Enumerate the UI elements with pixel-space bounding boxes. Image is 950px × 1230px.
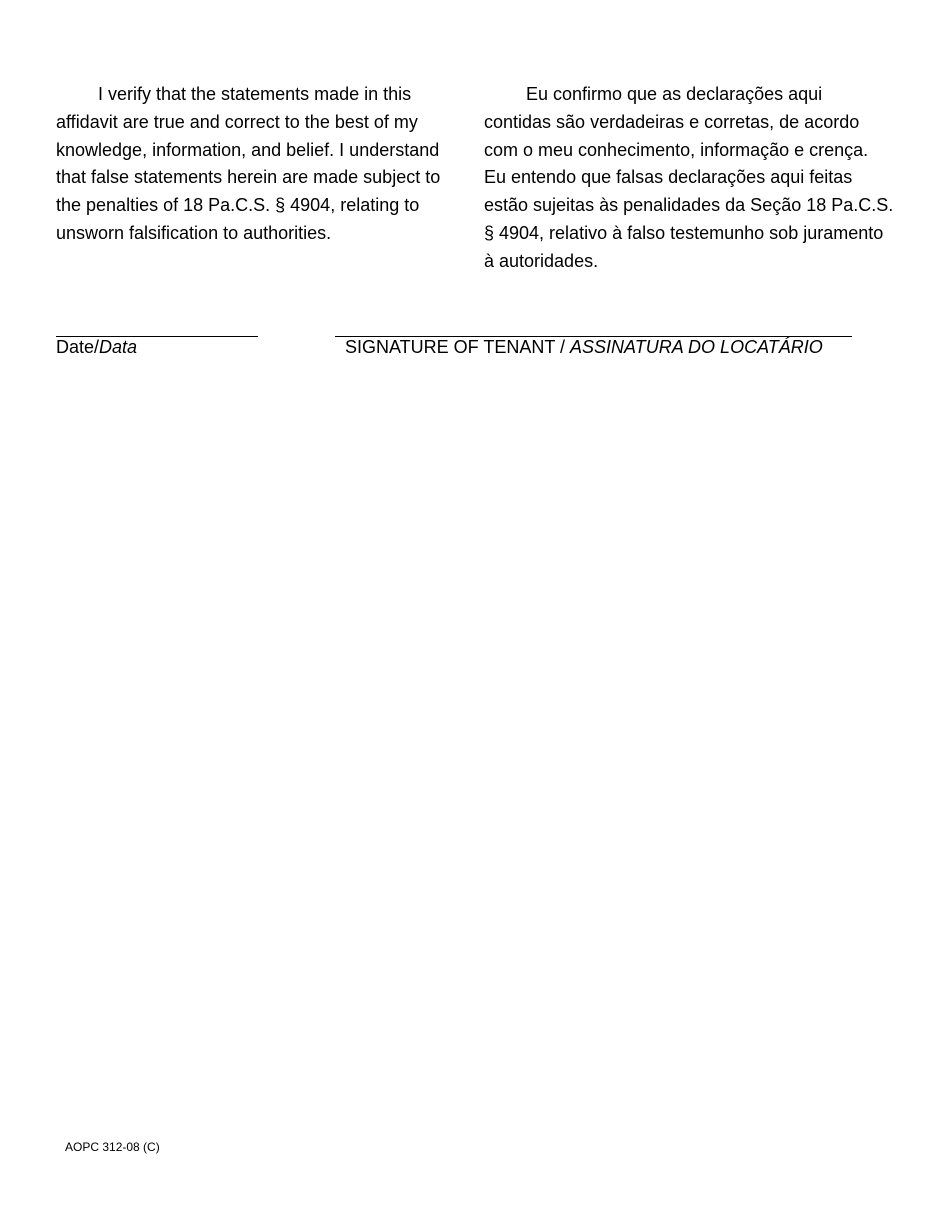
form-code: AOPC 312-08 (C)	[65, 1140, 160, 1154]
affidavit-portuguese-content: Eu confirmo que as declarações aqui contidas são verdadeiras e corretas, de acordo com o meu conhecimento, informação e crença. Eu entendo que falsas declarações aqui feitas estão sujeitas às penalidades da Seção 18 Pa.C.S. § 4904, relativo à falso testemunho sob juramento à autoridades.	[484, 84, 894, 271]
date-label-english: Date/	[56, 337, 100, 357]
date-label-portuguese: Data	[99, 337, 138, 357]
affidavit-english-content: I verify that the statements made in this affidavit are true and correct to the best of my knowledge, information, and belief. I understand that false statements herein are made subject to the penalties of 18 Pa.C.S. § 4904, relating to unsworn falsification to authorities.	[56, 84, 441, 243]
affidavit-text-english	[56, 81, 466, 248]
affidavit-text-portuguese	[484, 81, 894, 276]
signature-label-portuguese: ASSINATURA DO LOCATÁRIO	[570, 337, 823, 357]
signature-label	[345, 336, 823, 358]
signature-label-english: SIGNATURE OF TENANT /	[345, 337, 571, 357]
date-label	[56, 336, 137, 358]
